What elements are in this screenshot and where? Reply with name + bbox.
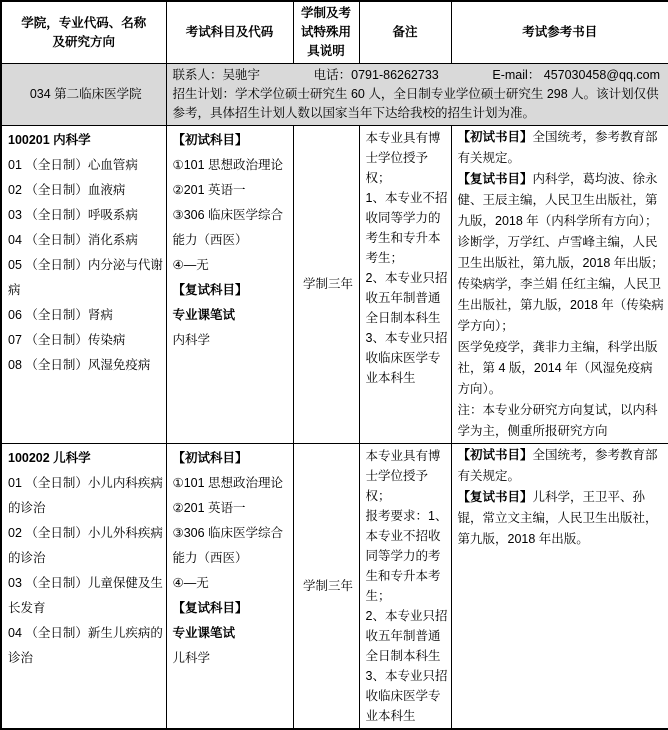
reference-books-cell — [451, 126, 668, 444]
header-exam-subjects: 考试科目及代码 — [166, 1, 293, 64]
reference-text: 全国统考，参考教育部有关规定。 — [457, 448, 658, 483]
remark-item: 1、本专业不招收同等学力的考生和专升本考生； — [365, 191, 448, 265]
reference-item — [458, 232, 666, 274]
reference-item — [458, 337, 666, 400]
exam-subject: ③306 临床医学综合能力（西医） — [172, 526, 284, 565]
header-remarks: 备注 — [359, 1, 451, 64]
remark-item: 本专业具有博士学位授予权； — [365, 131, 441, 185]
reference-text: 全国统考，参考教育部有关规定。 — [457, 130, 658, 165]
direction-item: 05 （全日制）内分泌与代谢病 — [8, 258, 163, 297]
remark-item: 2、本专业只招收五年制普通全日制本科生 — [365, 271, 448, 325]
contact-person: 联系人：吴驰宇 — [172, 68, 261, 82]
exam-subject: ①101 思想政治理论 — [172, 158, 284, 172]
direction-item: 08 （全日制）风湿免疫病 — [8, 358, 151, 372]
reference-item — [458, 487, 666, 550]
duration-cell: 学制三年 — [293, 444, 359, 730]
program-title: 100202 儿科学 — [8, 451, 91, 465]
contact-phone: 电话：0791-86262733 — [313, 68, 439, 82]
reference-item — [458, 274, 666, 337]
initial-exam-label: 【初试科目】 — [172, 133, 248, 147]
institute-contact-line — [173, 66, 667, 85]
reference-item — [458, 127, 666, 169]
direction-item: 02 （全日制）小儿外科疾病的诊治 — [8, 526, 163, 565]
retest-type: 专业课笔试 — [172, 626, 236, 640]
direction-item: 01 （全日制）心血管病 — [8, 158, 138, 172]
remark-item: 3、本专业只招收临床医学专业本科生 — [365, 669, 448, 723]
remark-item: 本专业具有博士学位授予权； — [365, 449, 441, 503]
reference-note — [458, 400, 666, 442]
remark-item: 3、本专业只招收临床医学专业本科生 — [365, 331, 448, 385]
retest-exam-label: 【复试科目】 — [172, 283, 248, 297]
retest-subject: 内科学 — [172, 333, 211, 347]
direction-item: 01 （全日制）小儿内科疾病的诊治 — [8, 476, 163, 515]
reference-text: 医学免疫学，龚非力主编，科学出版社，第 4 版，2014 年（风湿免疫病方向）。 — [457, 340, 658, 396]
table-header-row — [1, 1, 668, 64]
reference-label: 【初试书目】 — [457, 130, 533, 144]
program-row-100201 — [1, 126, 668, 444]
direction-item: 07 （全日制）传染病 — [8, 333, 126, 347]
contact-email: E-mail： 457030458@qq.com — [492, 68, 660, 82]
exam-subject: ②201 英语一 — [172, 501, 246, 515]
institute-row — [1, 64, 668, 126]
header-reference-books: 考试参考书目 — [451, 1, 668, 64]
institute-info-cell — [166, 64, 668, 126]
retest-subject: 儿科学 — [172, 651, 211, 665]
reference-text: 注：本专业分研究方向复试，以内科学为主，侧重所报研究方向 — [457, 403, 658, 438]
reference-label: 【初试书目】 — [457, 448, 533, 462]
program-directions-cell — [1, 126, 166, 444]
reference-books-cell — [451, 444, 668, 730]
retest-type: 专业课笔试 — [172, 308, 236, 322]
retest-exam-label: 【复试科目】 — [172, 601, 248, 615]
exam-subject: ②201 英语一 — [172, 183, 246, 197]
reference-label: 【复试书目】 — [457, 490, 533, 504]
exam-subject: ③306 临床医学综合能力（西医） — [172, 208, 284, 247]
exam-subject: ④—无 — [172, 576, 209, 590]
reference-item — [458, 445, 666, 487]
exam-subject: ④—无 — [172, 258, 209, 272]
program-directions-cell — [1, 444, 166, 730]
direction-item: 03 （全日制）呼吸系病 — [8, 208, 138, 222]
reference-text: 诊断学，万学红、卢雪峰主编，人民卫生出版社，第九版，2018 年出版； — [457, 235, 664, 270]
reference-text: 儿科学，王卫平、孙锟，常立文主编，人民卫生出版社，第九版，2018 年出版。 — [457, 490, 658, 546]
duration-cell: 学制三年 — [293, 126, 359, 444]
header-duration-tools: 学制及考试特殊用具说明 — [293, 1, 359, 64]
program-title: 100201 内科学 — [8, 133, 91, 147]
remarks-cell — [359, 444, 451, 730]
header-college-major — [1, 1, 166, 64]
remarks-cell — [359, 126, 451, 444]
direction-item: 04 （全日制）消化系病 — [8, 233, 138, 247]
exam-subject: ①101 思想政治理论 — [172, 476, 284, 490]
header-college-major-label: 学院，专业代码、名称及研究方向 — [21, 15, 147, 49]
enrollment-plan: 招生计划：学术学位硕士研究生 60 人，全日制专业学位硕士研究生 298 人。该计划仅供参考，具体招生计划人数以国家当年下达给我校的招生计划为准。 — [172, 87, 659, 120]
direction-item: 04 （全日制）新生儿疾病的诊治 — [8, 626, 163, 665]
initial-exam-label: 【初试科目】 — [172, 451, 248, 465]
remark-item: 报考要求：1、本专业不招收同等学力的考生和专升本考生； — [365, 509, 448, 603]
institute-name: 034 第二临床医学院 — [1, 64, 166, 126]
remark-item: 2、本专业只招收五年制普通全日制本科生 — [365, 609, 448, 663]
reference-text: 内科学，葛均波、徐永健、王辰主编，人民卫生出版社，第九版，2018 年（内科学所有方向）； — [457, 172, 658, 228]
direction-item: 06 （全日制）肾病 — [8, 308, 113, 322]
direction-item: 03 （全日制）儿童保健及生长发育 — [8, 576, 163, 615]
exam-subjects-cell — [166, 444, 293, 730]
program-row-100202 — [1, 444, 668, 730]
reference-label: 【复试书目】 — [457, 172, 533, 186]
direction-item: 02 （全日制）血液病 — [8, 183, 126, 197]
exam-subjects-cell — [166, 126, 293, 444]
reference-item — [458, 169, 666, 232]
reference-text: 传染病学，李兰娟 任红主编，人民卫生出版社，第九版，2018 年（传染病学方向）； — [457, 277, 664, 333]
